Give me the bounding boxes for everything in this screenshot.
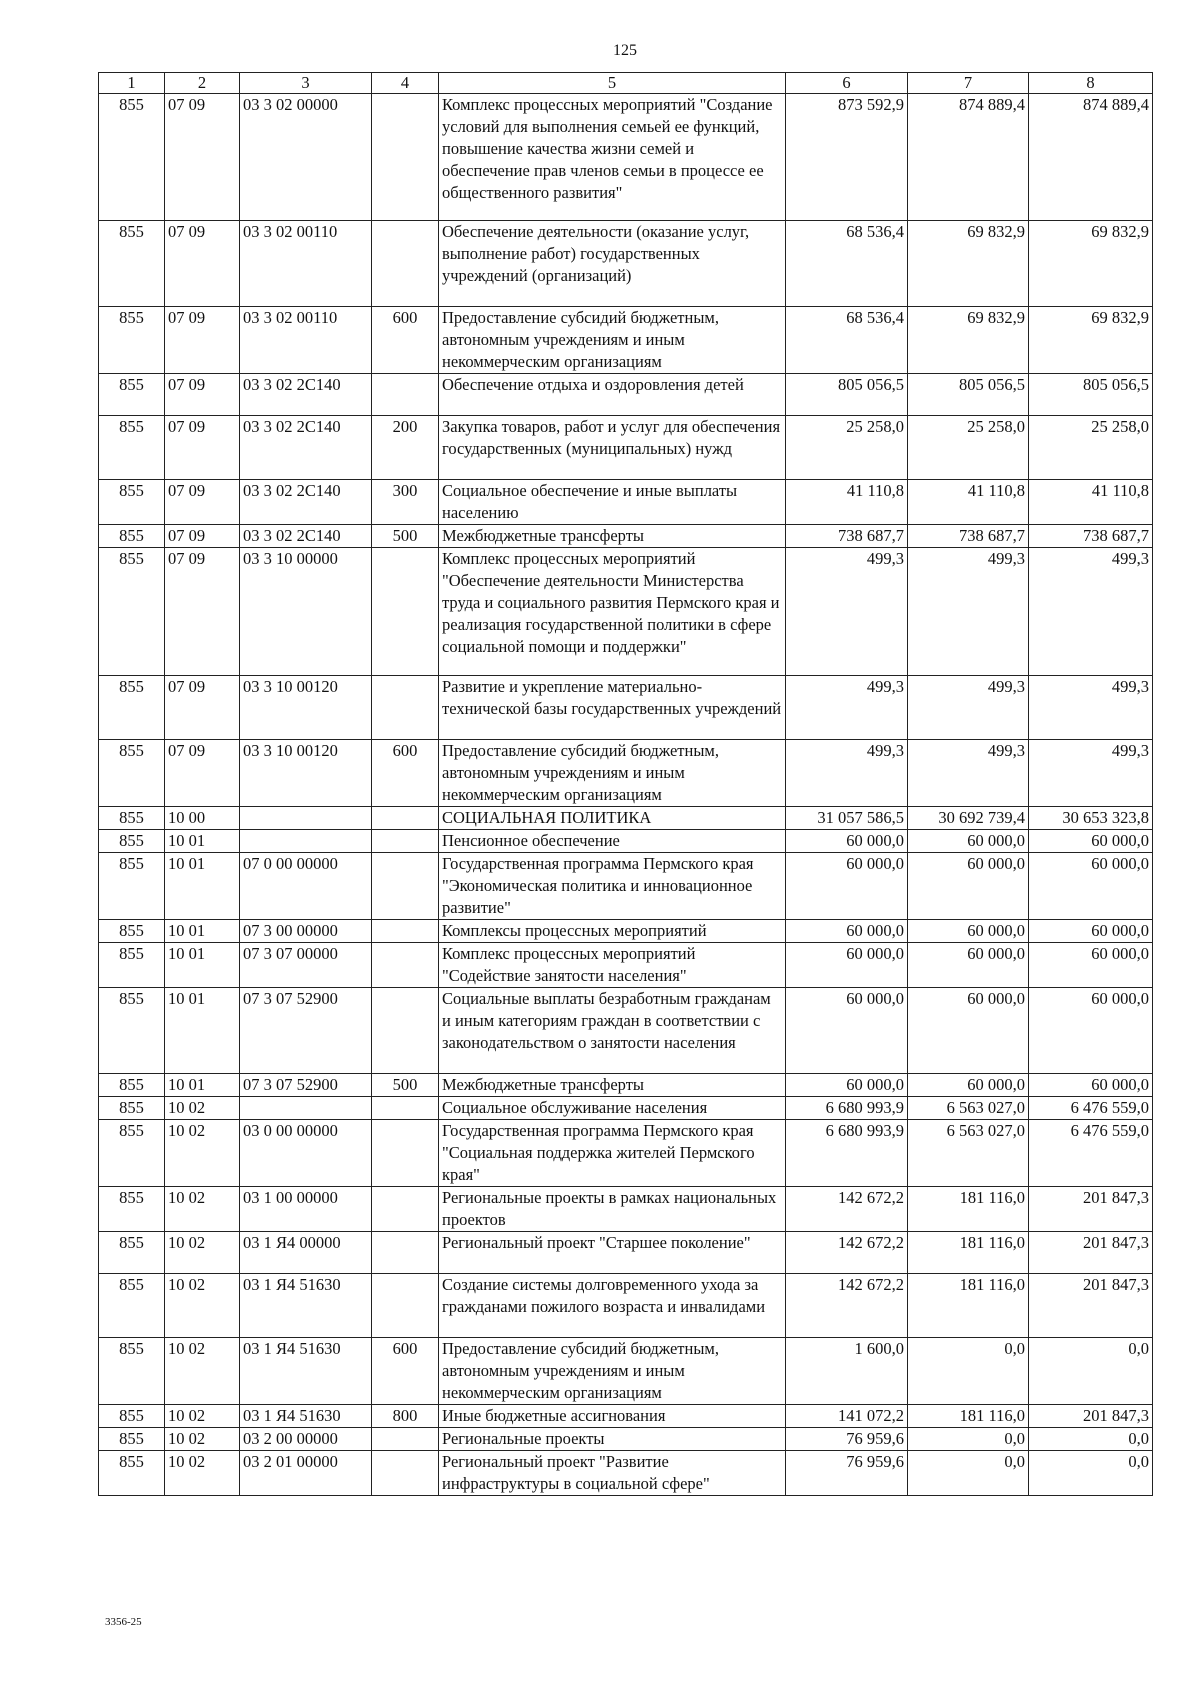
table-row — [99, 943, 1153, 988]
table-row — [99, 480, 1153, 525]
cell-section-code: 10 01 — [165, 988, 240, 1074]
cell-expense-type — [372, 853, 439, 920]
cell-amount-year2: 30 692 739,4 — [908, 807, 1029, 830]
table-row — [99, 1074, 1153, 1097]
cell-expense-type: 500 — [372, 1074, 439, 1097]
cell-section-code: 10 02 — [165, 1232, 240, 1274]
cell-amount-year2: 874 889,4 — [908, 94, 1029, 221]
cell-target-code: 03 3 02 00000 — [240, 94, 372, 221]
cell-amount-year2: 69 832,9 — [908, 221, 1029, 307]
cell-amount-year1: 142 672,2 — [786, 1187, 908, 1232]
cell-expense-type — [372, 94, 439, 221]
cell-target-code: 03 3 10 00120 — [240, 676, 372, 740]
cell-gr-code: 855 — [99, 1451, 165, 1496]
cell-amount-year1: 499,3 — [786, 676, 908, 740]
cell-amount-year2: 6 563 027,0 — [908, 1097, 1029, 1120]
cell-amount-year1: 68 536,4 — [786, 221, 908, 307]
cell-gr-code: 855 — [99, 1338, 165, 1405]
cell-amount-year2: 181 116,0 — [908, 1405, 1029, 1428]
cell-expense-type — [372, 221, 439, 307]
cell-gr-code: 855 — [99, 1120, 165, 1187]
table-row — [99, 221, 1153, 307]
cell-amount-year3: 0,0 — [1029, 1451, 1153, 1496]
cell-description: Государственная программа Пермского края "Социальная поддержка жителей Пермского края" — [439, 1120, 786, 1187]
cell-description: Социальное обеспечение и иные выплаты населению — [439, 480, 786, 525]
cell-expense-type — [372, 374, 439, 416]
cell-gr-code: 855 — [99, 1274, 165, 1338]
table-row — [99, 1120, 1153, 1187]
column-header: 5 — [439, 73, 786, 94]
cell-amount-year2: 69 832,9 — [908, 307, 1029, 374]
cell-gr-code: 855 — [99, 1187, 165, 1232]
cell-target-code: 07 3 07 52900 — [240, 988, 372, 1074]
cell-amount-year3: 30 653 323,8 — [1029, 807, 1153, 830]
cell-amount-year3: 60 000,0 — [1029, 920, 1153, 943]
cell-amount-year2: 6 563 027,0 — [908, 1120, 1029, 1187]
cell-expense-type — [372, 807, 439, 830]
table-header-row — [99, 73, 1153, 94]
column-header: 7 — [908, 73, 1029, 94]
budget-table — [98, 72, 1153, 1496]
table-row — [99, 1428, 1153, 1451]
cell-amount-year2: 738 687,7 — [908, 525, 1029, 548]
table-row — [99, 525, 1153, 548]
cell-amount-year3: 738 687,7 — [1029, 525, 1153, 548]
cell-gr-code: 855 — [99, 1428, 165, 1451]
cell-amount-year3: 874 889,4 — [1029, 94, 1153, 221]
cell-section-code: 10 01 — [165, 1074, 240, 1097]
cell-gr-code: 855 — [99, 740, 165, 807]
cell-section-code: 10 01 — [165, 920, 240, 943]
cell-gr-code: 855 — [99, 480, 165, 525]
cell-section-code: 07 09 — [165, 548, 240, 676]
cell-target-code: 03 1 Я4 00000 — [240, 1232, 372, 1274]
table-row — [99, 1097, 1153, 1120]
cell-target-code: 03 1 Я4 51630 — [240, 1274, 372, 1338]
cell-target-code: 07 3 07 00000 — [240, 943, 372, 988]
cell-gr-code: 855 — [99, 374, 165, 416]
cell-section-code: 07 09 — [165, 94, 240, 221]
cell-expense-type — [372, 1097, 439, 1120]
cell-amount-year3: 499,3 — [1029, 740, 1153, 807]
cell-gr-code: 855 — [99, 988, 165, 1074]
table-row — [99, 548, 1153, 676]
table-row — [99, 307, 1153, 374]
cell-gr-code: 855 — [99, 1074, 165, 1097]
cell-amount-year3: 41 110,8 — [1029, 480, 1153, 525]
cell-target-code: 03 3 02 2С140 — [240, 374, 372, 416]
cell-amount-year1: 60 000,0 — [786, 830, 908, 853]
cell-target-code — [240, 807, 372, 830]
cell-description: СОЦИАЛЬНАЯ ПОЛИТИКА — [439, 807, 786, 830]
cell-expense-type: 800 — [372, 1405, 439, 1428]
cell-description: Создание системы долговременного ухода за гражданами пожилого возраста и инвалидами — [439, 1274, 786, 1338]
cell-amount-year3: 60 000,0 — [1029, 853, 1153, 920]
cell-amount-year2: 60 000,0 — [908, 988, 1029, 1074]
cell-target-code: 03 3 02 2С140 — [240, 416, 372, 480]
cell-gr-code: 855 — [99, 830, 165, 853]
cell-description: Региональный проект "Развитие инфраструктуры в социальной сфере" — [439, 1451, 786, 1496]
cell-amount-year1: 60 000,0 — [786, 853, 908, 920]
cell-expense-type — [372, 676, 439, 740]
cell-section-code: 07 09 — [165, 480, 240, 525]
column-header: 2 — [165, 73, 240, 94]
cell-amount-year2: 60 000,0 — [908, 830, 1029, 853]
cell-amount-year1: 68 536,4 — [786, 307, 908, 374]
cell-description: Предоставление субсидий бюджетным, автономным учреждениям и иным некоммерческим организациям — [439, 307, 786, 374]
cell-expense-type — [372, 920, 439, 943]
cell-amount-year2: 60 000,0 — [908, 920, 1029, 943]
cell-amount-year3: 0,0 — [1029, 1428, 1153, 1451]
cell-amount-year3: 60 000,0 — [1029, 943, 1153, 988]
table-row — [99, 416, 1153, 480]
table-row — [99, 1405, 1153, 1428]
cell-description: Государственная программа Пермского края "Экономическая политика и инновационное развитие" — [439, 853, 786, 920]
cell-amount-year2: 181 116,0 — [908, 1187, 1029, 1232]
cell-amount-year3: 499,3 — [1029, 676, 1153, 740]
cell-amount-year2: 0,0 — [908, 1338, 1029, 1405]
cell-section-code: 10 02 — [165, 1428, 240, 1451]
cell-section-code: 10 00 — [165, 807, 240, 830]
cell-description: Региональные проекты в рамках национальных проектов — [439, 1187, 786, 1232]
column-header: 6 — [786, 73, 908, 94]
cell-section-code: 10 02 — [165, 1451, 240, 1496]
cell-amount-year3: 201 847,3 — [1029, 1232, 1153, 1274]
cell-amount-year3: 60 000,0 — [1029, 1074, 1153, 1097]
cell-amount-year2: 41 110,8 — [908, 480, 1029, 525]
cell-amount-year1: 76 959,6 — [786, 1451, 908, 1496]
table-row — [99, 830, 1153, 853]
cell-amount-year3: 0,0 — [1029, 1338, 1153, 1405]
cell-description: Предоставление субсидий бюджетным, автономным учреждениям и иным некоммерческим организациям — [439, 740, 786, 807]
table-row — [99, 1232, 1153, 1274]
column-header: 8 — [1029, 73, 1153, 94]
cell-amount-year3: 499,3 — [1029, 548, 1153, 676]
cell-section-code: 10 02 — [165, 1405, 240, 1428]
cell-gr-code: 855 — [99, 307, 165, 374]
cell-amount-year2: 499,3 — [908, 548, 1029, 676]
cell-target-code: 03 3 02 00110 — [240, 221, 372, 307]
cell-amount-year2: 805 056,5 — [908, 374, 1029, 416]
cell-gr-code: 855 — [99, 94, 165, 221]
cell-section-code: 10 01 — [165, 830, 240, 853]
cell-gr-code: 855 — [99, 525, 165, 548]
cell-section-code: 07 09 — [165, 416, 240, 480]
cell-gr-code: 855 — [99, 943, 165, 988]
cell-expense-type: 600 — [372, 1338, 439, 1405]
cell-amount-year2: 60 000,0 — [908, 1074, 1029, 1097]
cell-expense-type — [372, 1232, 439, 1274]
cell-description: Обеспечение деятельности (оказание услуг, выполнение работ) государственных учреждений (организаций) — [439, 221, 786, 307]
cell-description: Межбюджетные трансферты — [439, 525, 786, 548]
cell-target-code: 03 0 00 00000 — [240, 1120, 372, 1187]
cell-expense-type — [372, 1120, 439, 1187]
table-row — [99, 807, 1153, 830]
cell-expense-type: 500 — [372, 525, 439, 548]
cell-amount-year1: 141 072,2 — [786, 1405, 908, 1428]
cell-gr-code: 855 — [99, 1232, 165, 1274]
cell-target-code: 03 3 10 00120 — [240, 740, 372, 807]
table-row — [99, 853, 1153, 920]
cell-description: Комплекс процессных мероприятий "Создание условий для выполнения семьей ее функций, повышение качества жизни семей и обеспечение прав членов семьи в процессе ее общественного развития" — [439, 94, 786, 221]
cell-amount-year3: 60 000,0 — [1029, 830, 1153, 853]
cell-amount-year1: 142 672,2 — [786, 1232, 908, 1274]
cell-target-code — [240, 1097, 372, 1120]
cell-section-code: 10 01 — [165, 943, 240, 988]
cell-description: Комплекс процессных мероприятий "Содействие занятости населения" — [439, 943, 786, 988]
cell-amount-year2: 499,3 — [908, 740, 1029, 807]
cell-amount-year1: 60 000,0 — [786, 920, 908, 943]
cell-expense-type — [372, 1187, 439, 1232]
cell-amount-year1: 31 057 586,5 — [786, 807, 908, 830]
cell-amount-year1: 499,3 — [786, 548, 908, 676]
cell-amount-year1: 76 959,6 — [786, 1428, 908, 1451]
cell-amount-year1: 738 687,7 — [786, 525, 908, 548]
cell-amount-year3: 805 056,5 — [1029, 374, 1153, 416]
table-row — [99, 988, 1153, 1074]
cell-expense-type — [372, 1274, 439, 1338]
cell-description: Комплекс процессных мероприятий "Обеспечение деятельности Министерства труда и социального развития Пермского края и реализация государственной политики в сфере социальной помощи и поддержки" — [439, 548, 786, 676]
cell-target-code: 03 3 02 2С140 — [240, 480, 372, 525]
cell-section-code: 07 09 — [165, 374, 240, 416]
cell-target-code: 03 3 10 00000 — [240, 548, 372, 676]
column-header: 3 — [240, 73, 372, 94]
table-row — [99, 740, 1153, 807]
table-row — [99, 1187, 1153, 1232]
table-row — [99, 1338, 1153, 1405]
cell-target-code: 03 1 Я4 51630 — [240, 1405, 372, 1428]
page-number: 125 — [613, 42, 637, 59]
table-row — [99, 1451, 1153, 1496]
cell-expense-type — [372, 1428, 439, 1451]
cell-expense-type — [372, 548, 439, 676]
cell-amount-year1: 6 680 993,9 — [786, 1120, 908, 1187]
cell-expense-type — [372, 830, 439, 853]
cell-section-code: 07 09 — [165, 307, 240, 374]
cell-amount-year2: 499,3 — [908, 676, 1029, 740]
cell-expense-type — [372, 988, 439, 1074]
cell-target-code: 03 1 Я4 51630 — [240, 1338, 372, 1405]
cell-section-code: 07 09 — [165, 525, 240, 548]
cell-amount-year1: 6 680 993,9 — [786, 1097, 908, 1120]
cell-target-code: 07 3 00 00000 — [240, 920, 372, 943]
cell-amount-year1: 41 110,8 — [786, 480, 908, 525]
cell-gr-code: 855 — [99, 920, 165, 943]
table-row — [99, 920, 1153, 943]
cell-amount-year1: 60 000,0 — [786, 943, 908, 988]
cell-description: Комплексы процессных мероприятий — [439, 920, 786, 943]
cell-gr-code: 855 — [99, 1097, 165, 1120]
cell-target-code: 03 1 00 00000 — [240, 1187, 372, 1232]
cell-description: Социальные выплаты безработным гражданам и иным категориям граждан в соответствии с законодательством о занятости населения — [439, 988, 786, 1074]
cell-gr-code: 855 — [99, 416, 165, 480]
cell-description: Пенсионное обеспечение — [439, 830, 786, 853]
cell-amount-year1: 499,3 — [786, 740, 908, 807]
cell-target-code: 03 3 02 00110 — [240, 307, 372, 374]
cell-gr-code: 855 — [99, 221, 165, 307]
cell-amount-year3: 25 258,0 — [1029, 416, 1153, 480]
cell-amount-year1: 873 592,9 — [786, 94, 908, 221]
cell-expense-type — [372, 1451, 439, 1496]
cell-amount-year2: 25 258,0 — [908, 416, 1029, 480]
cell-section-code: 07 09 — [165, 221, 240, 307]
cell-amount-year3: 6 476 559,0 — [1029, 1120, 1153, 1187]
cell-gr-code: 855 — [99, 676, 165, 740]
cell-amount-year2: 60 000,0 — [908, 853, 1029, 920]
cell-amount-year1: 805 056,5 — [786, 374, 908, 416]
cell-expense-type: 600 — [372, 740, 439, 807]
cell-amount-year2: 181 116,0 — [908, 1232, 1029, 1274]
cell-amount-year1: 142 672,2 — [786, 1274, 908, 1338]
cell-amount-year1: 60 000,0 — [786, 1074, 908, 1097]
cell-amount-year3: 60 000,0 — [1029, 988, 1153, 1074]
cell-description: Социальное обслуживание населения — [439, 1097, 786, 1120]
cell-target-code — [240, 830, 372, 853]
cell-amount-year2: 60 000,0 — [908, 943, 1029, 988]
cell-amount-year3: 69 832,9 — [1029, 307, 1153, 374]
cell-target-code: 03 2 01 00000 — [240, 1451, 372, 1496]
cell-section-code: 10 02 — [165, 1187, 240, 1232]
cell-amount-year2: 0,0 — [908, 1451, 1029, 1496]
cell-description: Иные бюджетные ассигнования — [439, 1405, 786, 1428]
cell-description: Региональный проект "Старшее поколение" — [439, 1232, 786, 1274]
table-row — [99, 1274, 1153, 1338]
cell-amount-year3: 201 847,3 — [1029, 1187, 1153, 1232]
cell-target-code: 03 2 00 00000 — [240, 1428, 372, 1451]
table-row — [99, 374, 1153, 416]
table-body — [99, 94, 1153, 1496]
cell-description: Предоставление субсидий бюджетным, автономным учреждениям и иным некоммерческим организациям — [439, 1338, 786, 1405]
footer-code: 3356-25 — [105, 1616, 142, 1628]
cell-description: Межбюджетные трансферты — [439, 1074, 786, 1097]
cell-amount-year3: 201 847,3 — [1029, 1405, 1153, 1428]
cell-section-code: 10 02 — [165, 1120, 240, 1187]
cell-target-code: 07 0 00 00000 — [240, 853, 372, 920]
cell-gr-code: 855 — [99, 1405, 165, 1428]
cell-description: Развитие и укрепление материально-технической базы государственных учреждений — [439, 676, 786, 740]
cell-amount-year2: 0,0 — [908, 1428, 1029, 1451]
cell-expense-type — [372, 943, 439, 988]
cell-section-code: 10 02 — [165, 1097, 240, 1120]
cell-section-code: 10 01 — [165, 853, 240, 920]
cell-amount-year1: 60 000,0 — [786, 988, 908, 1074]
table-row — [99, 94, 1153, 221]
column-header: 1 — [99, 73, 165, 94]
cell-amount-year1: 1 600,0 — [786, 1338, 908, 1405]
cell-description: Закупка товаров, работ и услуг для обеспечения государственных (муниципальных) нужд — [439, 416, 786, 480]
table-row — [99, 676, 1153, 740]
cell-description: Региональные проекты — [439, 1428, 786, 1451]
cell-target-code: 03 3 02 2С140 — [240, 525, 372, 548]
cell-section-code: 07 09 — [165, 676, 240, 740]
cell-amount-year1: 25 258,0 — [786, 416, 908, 480]
cell-section-code: 10 02 — [165, 1338, 240, 1405]
cell-gr-code: 855 — [99, 548, 165, 676]
cell-gr-code: 855 — [99, 853, 165, 920]
cell-target-code: 07 3 07 52900 — [240, 1074, 372, 1097]
column-header: 4 — [372, 73, 439, 94]
cell-expense-type: 300 — [372, 480, 439, 525]
cell-section-code: 07 09 — [165, 740, 240, 807]
cell-description: Обеспечение отдыха и оздоровления детей — [439, 374, 786, 416]
cell-amount-year3: 6 476 559,0 — [1029, 1097, 1153, 1120]
cell-expense-type: 200 — [372, 416, 439, 480]
cell-gr-code: 855 — [99, 807, 165, 830]
cell-expense-type: 600 — [372, 307, 439, 374]
cell-amount-year3: 201 847,3 — [1029, 1274, 1153, 1338]
cell-amount-year3: 69 832,9 — [1029, 221, 1153, 307]
cell-amount-year2: 181 116,0 — [908, 1274, 1029, 1338]
cell-section-code: 10 02 — [165, 1274, 240, 1338]
